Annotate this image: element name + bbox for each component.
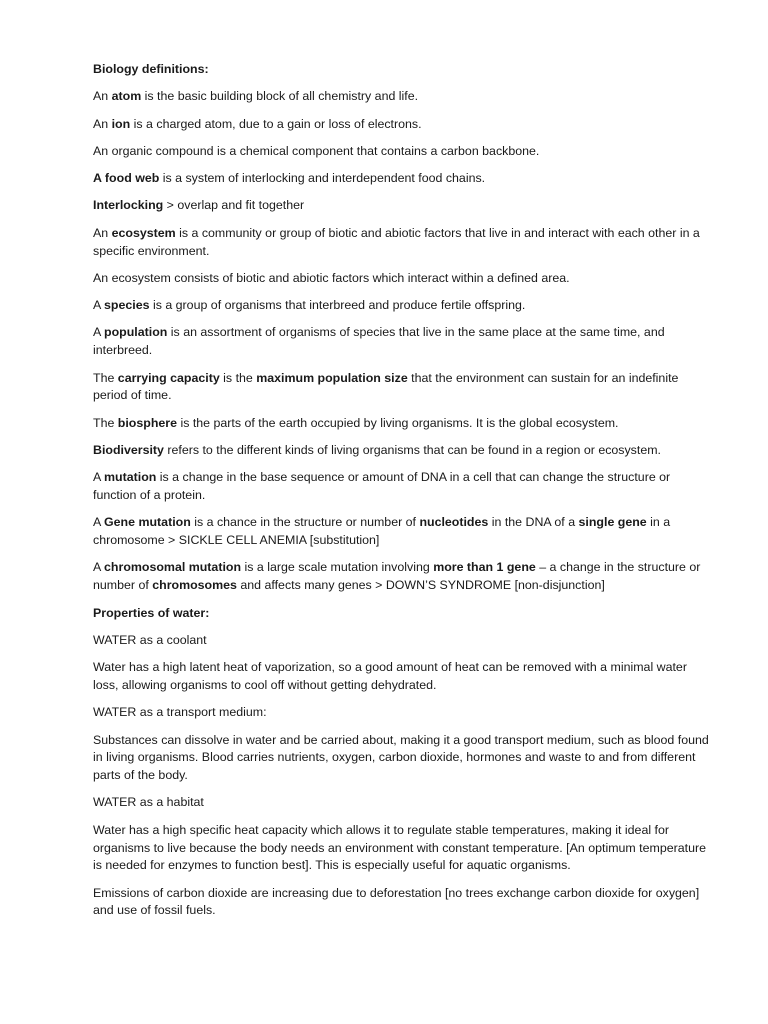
bold-term: maximum population size: [256, 370, 408, 385]
text-run: An: [93, 225, 112, 240]
heading-properties-of-water: [93, 605, 713, 623]
text-run: is an assortment of organisms of species that live in the same place at the same time, and interbreed.: [93, 325, 665, 358]
bold-term: Gene mutation: [104, 515, 191, 530]
text-run: is a community or group of biotic and abiotic factors that live in and interact with each other in a specific environment.: [93, 225, 700, 258]
text-run: – a change in the structure or number of: [93, 560, 701, 593]
text-run: is a system of interlocking and interdependent food chains.: [159, 171, 486, 186]
text-run: is a group of organisms that interbreed and produce fertile offspring.: [149, 298, 526, 313]
def-food-web: [93, 170, 713, 188]
water-habitat-title: [93, 794, 713, 812]
bold-term: single gene: [578, 515, 647, 530]
def-biodiversity: [93, 442, 713, 460]
bold-term: atom: [111, 89, 142, 104]
bold-term: Properties of water:: [93, 605, 210, 620]
text-run: WATER as a habitat: [93, 795, 204, 810]
text-run: The: [93, 370, 118, 385]
text-run: > overlap and fit together: [163, 198, 305, 213]
text-run: An organic compound is a chemical component that contains a carbon backbone.: [93, 143, 540, 158]
text-run: An: [93, 89, 112, 104]
text-run: A: [93, 298, 105, 313]
bold-term: mutation: [104, 470, 157, 485]
text-run: A: [93, 325, 105, 340]
bold-term: A food web: [93, 171, 160, 186]
def-gene-mutation: [93, 514, 713, 550]
text-run: Substances can dissolve in water and be carried about, making it a good transport medium, such as blood found in living organisms. Blood carries nutrients, oxygen, carbon dioxide, hormones and waste to and from different parts of the body.: [93, 732, 709, 783]
text-run: in the DNA of a: [488, 515, 579, 530]
def-ion: [93, 116, 713, 134]
bold-term: chromosomal mutation: [104, 560, 242, 575]
bold-term: Interlocking: [93, 198, 164, 213]
def-atom: [93, 88, 713, 106]
note-ecosystem: [93, 270, 713, 288]
def-species: [93, 297, 713, 315]
bold-term: more than 1 gene: [433, 560, 536, 575]
water-coolant-text: [93, 659, 713, 695]
text-run: is the: [219, 370, 257, 385]
def-population: [93, 324, 713, 360]
bold-term: ion: [111, 116, 131, 131]
bold-term: Biology definitions:: [93, 62, 209, 76]
bold-term: species: [104, 298, 150, 313]
def-mutation: [93, 469, 713, 505]
water-coolant-title: [93, 632, 713, 650]
text-run: and affects many genes > DOWN’S SYNDROME [non-disjunction]: [236, 578, 605, 593]
text-run: Water has a high specific heat capacity which allows it to regulate stable temperatures, making it ideal for organisms to live because the body needs an environment with constant temperature. [An optimum temperature is needed for enzymes to function best]. This is especially useful for aquatic organisms.: [93, 822, 706, 873]
bold-term: ecosystem: [111, 225, 176, 240]
text-run: An: [93, 116, 112, 131]
text-run: is the basic building block of all chemistry and life.: [141, 89, 419, 104]
bold-term: population: [104, 325, 168, 340]
water-habitat-text: [93, 822, 713, 875]
text-run: Water has a high latent heat of vaporization, so a good amount of heat can be removed with a minimal water loss, allowing organisms to cool off without getting dehydrated.: [93, 660, 687, 692]
text-run: WATER as a transport medium:: [93, 705, 267, 720]
bold-term: nucleotides: [419, 515, 489, 530]
text-run: A: [93, 560, 105, 575]
text-run: is a large scale mutation involving: [241, 560, 434, 575]
text-run: in a chromosome > SICKLE CELL ANEMIA [substitution]: [93, 515, 671, 548]
text-run: is the parts of the earth occupied by living organisms. It is the global ecosystem.: [177, 415, 619, 430]
document-page: [93, 61, 713, 930]
def-carrying-capacity: [93, 370, 713, 406]
bold-term: carrying capacity: [117, 370, 220, 385]
bold-term: Biodiversity: [93, 442, 164, 457]
def-organic-compound: [93, 143, 713, 161]
bold-term: biosphere: [117, 415, 178, 430]
water-transport-title: [93, 704, 713, 722]
def-biosphere: [93, 415, 713, 433]
text-run: An ecosystem consists of biotic and abiotic factors which interact within a defined area.: [93, 270, 570, 285]
water-transport-text: [93, 732, 713, 785]
text-run: Emissions of carbon dioxide are increasing due to deforestation [no trees exchange carbon dioxide for oxygen] and use of fossil fuels.: [93, 885, 700, 918]
text-run: is a change in the base sequence or amount of DNA in a cell that can change the structure or function of a protein.: [93, 470, 671, 503]
text-run: refers to the different kinds of living organisms that can be found in a region or ecosystem.: [163, 442, 661, 457]
bold-term: chromosomes: [152, 578, 237, 593]
text-run: A: [93, 470, 105, 485]
def-interlocking: [93, 197, 713, 215]
text-run: is a chance in the structure or number of: [190, 515, 420, 530]
text-run: The: [93, 415, 118, 430]
def-chromosomal-mutation: [93, 559, 713, 595]
text-run: WATER as a coolant: [93, 632, 207, 647]
heading-biology-definitions: [93, 61, 713, 79]
text-run: is a charged atom, due to a gain or loss of electrons.: [130, 116, 422, 131]
def-ecosystem: [93, 225, 713, 261]
text-run: A: [93, 515, 105, 530]
note-co2-emissions: [93, 885, 713, 921]
text-run: that the environment can sustain for an indefinite period of time.: [93, 370, 679, 403]
